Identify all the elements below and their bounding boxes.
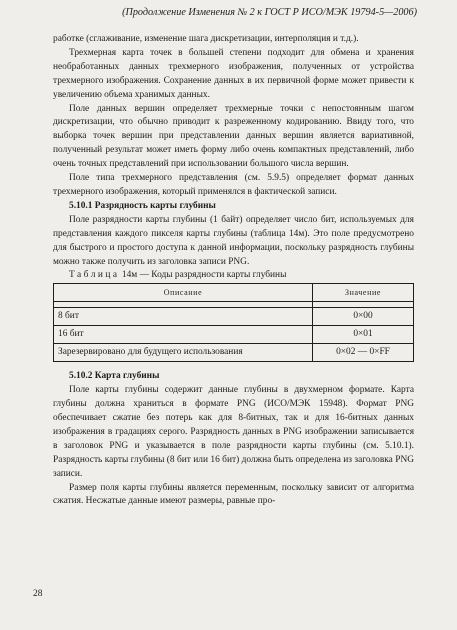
table-cell-description: 8 бит (54, 308, 313, 326)
running-header: (Продолжение Изменения № 2 к ГОСТ Р ИСО/МЭК 19794-5—2006) (122, 7, 417, 18)
table-row (54, 308, 414, 326)
table-header-value: Значение (313, 284, 414, 302)
table-header-row (54, 284, 414, 302)
paragraph: Поле карты глубины содержит данные глубины в двухмерном формате. Карта глубины должна храниться в формате PNG (ИСО/МЭК 15948). Формат PNG обеспечивает сжатие без потерь как для 8-битных, так и для 16-битных данных изображения в градациях серого. Разрядность данных в PNG изображении записывается в заголовок PNG и указывается в поле разрядности карты глубины (см. 5.10.1). Разрядность карты глубины (8 бит или 16 бит) должна быть определена из заголовка PNG записи. (53, 385, 414, 479)
table-caption-title: 14м — Коды разрядности карты глубины (121, 270, 287, 281)
table-cell-value: 0×02 — 0×FF (313, 344, 414, 362)
table-cell-value: 0×01 (313, 326, 414, 344)
section-title-depth-map: 5.10.2 Карта глубины (69, 371, 160, 382)
table-row (54, 344, 414, 362)
table-cell-description: 16 бит (54, 326, 313, 344)
paragraph: Поле разрядности карты глубины (1 байт) определяет число бит, используемых для представления каждого пикселя карты глубины (таблица 14м). Это поле предусмотрено для быстрого и простого доступа к данной информации, поскольку разрядность глубины можно также получить из заголовка записи PNG. (53, 214, 414, 267)
paragraph: Трехмерная карта точек в большей степени подходит для обмена и хранения необработанных данных трехмерного изображения, полученных от устройства трехмерного изображения. Сохранение данных в их первичной форме может привести к увеличению объема хранимых данных. (53, 47, 414, 100)
table-caption-prefix: Таблица (69, 270, 120, 281)
table-header-description: Описание (54, 284, 313, 302)
paragraph: Размер поля карты глубины является переменным, поскольку зависит от алгоритма сжатия. Несжатые данные имеют размеры, равные про- (53, 482, 414, 507)
paragraph: работке (сглаживание, изменение шага дискретизации, интерполяция и т.д.). (53, 34, 359, 44)
table-cell-value: 0×00 (313, 308, 414, 326)
body-text (53, 33, 414, 509)
section-title-depth-bits: 5.10.1 Разрядность карты глубины (69, 200, 216, 211)
depth-bits-table (53, 283, 414, 362)
paragraph: Поле данных вершин определяет трехмерные точки с непостоянным шагом дискретизации, что обычно приводит к разреженному кодированию. Ввиду того, что выборка точек вершин при представлении данных вершин является вариативной, полученный результат может иметь форму либо очень компактных представлений, либо очень точных представлений при использовании большого числа вершин. (53, 103, 414, 170)
table-row (54, 326, 414, 344)
page-number: 28 (33, 589, 43, 599)
paragraph: Поле типа трехмерного представления (см. 5.9.5) определяет формат данных трехмерного изображения, который применялся в фактической записи. (53, 173, 414, 197)
table-cell-description: Зарезервировано для будущего использования (54, 344, 313, 362)
table-caption (53, 269, 414, 283)
